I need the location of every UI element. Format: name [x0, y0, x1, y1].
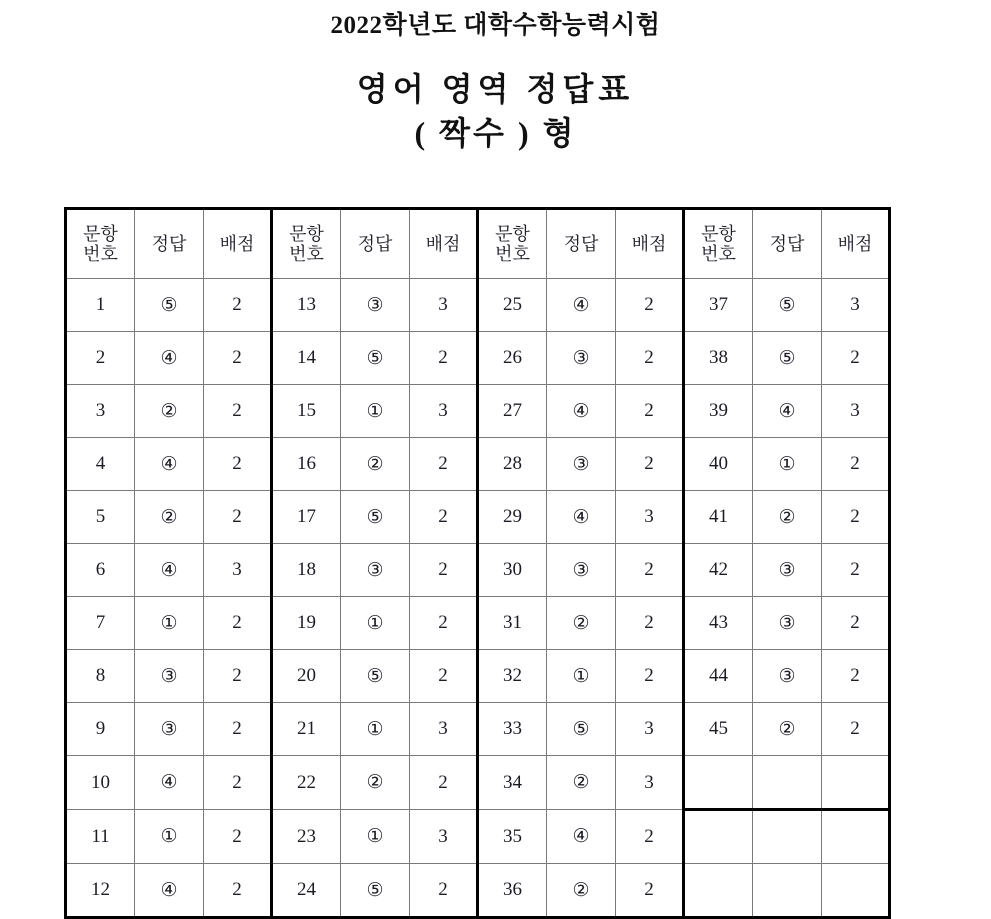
points-cell: 2: [204, 438, 272, 491]
answer-cell: ④: [135, 756, 204, 810]
points-cell: 3: [410, 703, 478, 756]
question-number-cell: 37: [684, 279, 753, 332]
points-cell: 2: [410, 864, 478, 918]
points-cell: 2: [822, 332, 890, 385]
answer-cell: ①: [753, 438, 822, 491]
question-number-cell: 15: [272, 385, 341, 438]
question-number-cell: 2: [66, 332, 135, 385]
answer-cell: ⑤: [753, 279, 822, 332]
table-row: [66, 597, 890, 650]
question-number-cell: 43: [684, 597, 753, 650]
header-question-number-line1: 문항: [701, 223, 736, 244]
answer-key-table-container: [64, 207, 887, 919]
points-cell: 2: [822, 544, 890, 597]
question-number-cell: 24: [272, 864, 341, 918]
points-cell: 2: [616, 544, 684, 597]
question-number-cell: 30: [478, 544, 547, 597]
answer-cell: ③: [547, 544, 616, 597]
points-cell: 2: [822, 438, 890, 491]
points-cell: 3: [410, 279, 478, 332]
question-number-cell: 16: [272, 438, 341, 491]
points-cell: 2: [204, 864, 272, 918]
table-row: [66, 544, 890, 597]
empty-cell: [822, 864, 890, 918]
points-cell: 2: [616, 438, 684, 491]
answer-cell: ④: [135, 438, 204, 491]
answer-cell: ⑤: [341, 332, 410, 385]
points-cell: 2: [410, 438, 478, 491]
points-cell: 2: [204, 491, 272, 544]
question-number-cell: 21: [272, 703, 341, 756]
points-cell: 2: [410, 491, 478, 544]
question-number-cell: 12: [66, 864, 135, 918]
header-answer-g3: 정답: [547, 209, 616, 279]
points-cell: 3: [822, 279, 890, 332]
answer-cell: ④: [135, 332, 204, 385]
question-number-cell: 34: [478, 756, 547, 810]
question-number-cell: 45: [684, 703, 753, 756]
points-cell: 3: [410, 810, 478, 864]
question-number-cell: 14: [272, 332, 341, 385]
points-cell: 2: [204, 597, 272, 650]
answer-cell: ①: [341, 597, 410, 650]
header-row: [66, 209, 890, 279]
answer-cell: ⑤: [341, 491, 410, 544]
table-row: [66, 438, 890, 491]
empty-cell: [822, 810, 890, 864]
question-number-cell: 25: [478, 279, 547, 332]
question-number-cell: 6: [66, 544, 135, 597]
question-number-cell: 23: [272, 810, 341, 864]
answer-cell: ③: [341, 544, 410, 597]
answer-cell: ①: [341, 703, 410, 756]
answer-cell: ⑤: [547, 703, 616, 756]
question-number-cell: 13: [272, 279, 341, 332]
points-cell: 3: [616, 756, 684, 810]
answer-cell: ②: [547, 864, 616, 918]
question-number-cell: 8: [66, 650, 135, 703]
table-row: [66, 279, 890, 332]
answer-cell: ③: [753, 650, 822, 703]
question-number-cell: 36: [478, 864, 547, 918]
header-question-number-line2: 번호: [701, 244, 736, 264]
answer-cell: ④: [135, 864, 204, 918]
table-body: [66, 279, 890, 918]
question-number-cell: 3: [66, 385, 135, 438]
empty-cell: [822, 756, 890, 810]
points-cell: 3: [410, 385, 478, 438]
question-number-cell: 40: [684, 438, 753, 491]
points-cell: 2: [616, 385, 684, 438]
answer-cell: ③: [753, 544, 822, 597]
points-cell: 2: [410, 597, 478, 650]
header-answer-g2: 정답: [341, 209, 410, 279]
answer-cell: ①: [135, 597, 204, 650]
answer-cell: ①: [135, 810, 204, 864]
answer-cell: ②: [341, 438, 410, 491]
table-row: [66, 756, 890, 810]
question-number-cell: 42: [684, 544, 753, 597]
question-number-cell: 27: [478, 385, 547, 438]
question-number-cell: 22: [272, 756, 341, 810]
table-row: [66, 385, 890, 438]
title-block: [0, 0, 991, 153]
question-number-cell: 31: [478, 597, 547, 650]
answer-cell: ②: [135, 491, 204, 544]
header-question-number-g4: [684, 209, 753, 279]
question-number-cell: 20: [272, 650, 341, 703]
points-cell: 2: [822, 597, 890, 650]
answer-cell: ③: [547, 332, 616, 385]
header-answer-g1: 정답: [135, 209, 204, 279]
points-cell: 2: [822, 650, 890, 703]
points-cell: 2: [410, 332, 478, 385]
answer-cell: ①: [341, 810, 410, 864]
answer-cell: ③: [135, 703, 204, 756]
answer-cell: ①: [547, 650, 616, 703]
header-question-number-line2: 번호: [289, 244, 324, 264]
answer-cell: ⑤: [753, 332, 822, 385]
answer-cell: ⑤: [341, 864, 410, 918]
points-cell: 2: [204, 756, 272, 810]
answer-key-table: [64, 207, 891, 919]
question-number-cell: 11: [66, 810, 135, 864]
header-question-number-line1: 문항: [289, 223, 324, 244]
header-question-number-g3: [478, 209, 547, 279]
table-row: [66, 332, 890, 385]
points-cell: 3: [616, 703, 684, 756]
question-number-cell: 39: [684, 385, 753, 438]
points-cell: 2: [204, 810, 272, 864]
header-question-number-line1: 문항: [495, 223, 530, 244]
empty-cell: [753, 864, 822, 918]
question-number-cell: 1: [66, 279, 135, 332]
question-number-cell: 41: [684, 491, 753, 544]
subject-title: 영어 영역 정답표: [356, 71, 635, 108]
answer-cell: ②: [753, 491, 822, 544]
points-cell: 2: [204, 385, 272, 438]
points-cell: 2: [822, 491, 890, 544]
answer-cell: ④: [135, 544, 204, 597]
answer-cell: ④: [547, 491, 616, 544]
question-number-cell: 18: [272, 544, 341, 597]
points-cell: 2: [616, 279, 684, 332]
header-question-number-g1: [66, 209, 135, 279]
empty-cell: [684, 756, 753, 810]
answer-cell: ③: [547, 438, 616, 491]
header-points-g3: 배점: [616, 209, 684, 279]
form-title: ( 짝수 ) 형: [414, 115, 577, 152]
points-cell: 2: [410, 544, 478, 597]
table-row: [66, 650, 890, 703]
header-points-g2: 배점: [410, 209, 478, 279]
points-cell: 2: [616, 864, 684, 918]
header-answer-g4: 정답: [753, 209, 822, 279]
answer-cell: ④: [547, 810, 616, 864]
empty-cell: [753, 810, 822, 864]
question-number-cell: 28: [478, 438, 547, 491]
question-number-cell: 7: [66, 597, 135, 650]
exam-title: 2022학년도 대학수학능력시험: [330, 12, 661, 39]
question-number-cell: 10: [66, 756, 135, 810]
question-number-cell: 35: [478, 810, 547, 864]
table-row: [66, 864, 890, 918]
points-cell: 3: [204, 544, 272, 597]
answer-cell: ④: [753, 385, 822, 438]
answer-cell: ②: [341, 756, 410, 810]
answer-cell: ②: [547, 597, 616, 650]
answer-cell: ②: [753, 703, 822, 756]
points-cell: 2: [410, 650, 478, 703]
header-points-g1: 배점: [204, 209, 272, 279]
answer-cell: ④: [547, 279, 616, 332]
header-points-g4: 배점: [822, 209, 890, 279]
answer-cell: ③: [341, 279, 410, 332]
question-number-cell: 5: [66, 491, 135, 544]
points-cell: 3: [616, 491, 684, 544]
points-cell: 2: [204, 650, 272, 703]
points-cell: 2: [616, 650, 684, 703]
points-cell: 3: [822, 385, 890, 438]
answer-cell: ②: [135, 385, 204, 438]
question-number-cell: 38: [684, 332, 753, 385]
points-cell: 2: [616, 810, 684, 864]
answer-cell: ⑤: [341, 650, 410, 703]
answer-cell: ①: [341, 385, 410, 438]
empty-cell: [684, 864, 753, 918]
answer-cell: ③: [135, 650, 204, 703]
question-number-cell: 4: [66, 438, 135, 491]
header-question-number-g2: [272, 209, 341, 279]
table-header: [66, 209, 890, 279]
header-question-number-line2: 번호: [495, 244, 530, 264]
points-cell: 2: [204, 332, 272, 385]
empty-cell: [684, 810, 753, 864]
question-number-cell: 9: [66, 703, 135, 756]
header-question-number-line1: 문항: [83, 223, 118, 244]
header-question-number-line2: 번호: [83, 244, 118, 264]
answer-cell: ④: [547, 385, 616, 438]
points-cell: 2: [616, 332, 684, 385]
question-number-cell: 33: [478, 703, 547, 756]
points-cell: 2: [204, 279, 272, 332]
question-number-cell: 19: [272, 597, 341, 650]
answer-cell: ③: [753, 597, 822, 650]
table-row: [66, 491, 890, 544]
question-number-cell: 32: [478, 650, 547, 703]
points-cell: 2: [410, 756, 478, 810]
question-number-cell: 29: [478, 491, 547, 544]
table-row: [66, 810, 890, 864]
empty-cell: [753, 756, 822, 810]
points-cell: 2: [204, 703, 272, 756]
question-number-cell: 26: [478, 332, 547, 385]
answer-cell: ②: [547, 756, 616, 810]
points-cell: 2: [822, 703, 890, 756]
points-cell: 2: [616, 597, 684, 650]
question-number-cell: 17: [272, 491, 341, 544]
question-number-cell: 44: [684, 650, 753, 703]
answer-cell: ⑤: [135, 279, 204, 332]
table-row: [66, 703, 890, 756]
